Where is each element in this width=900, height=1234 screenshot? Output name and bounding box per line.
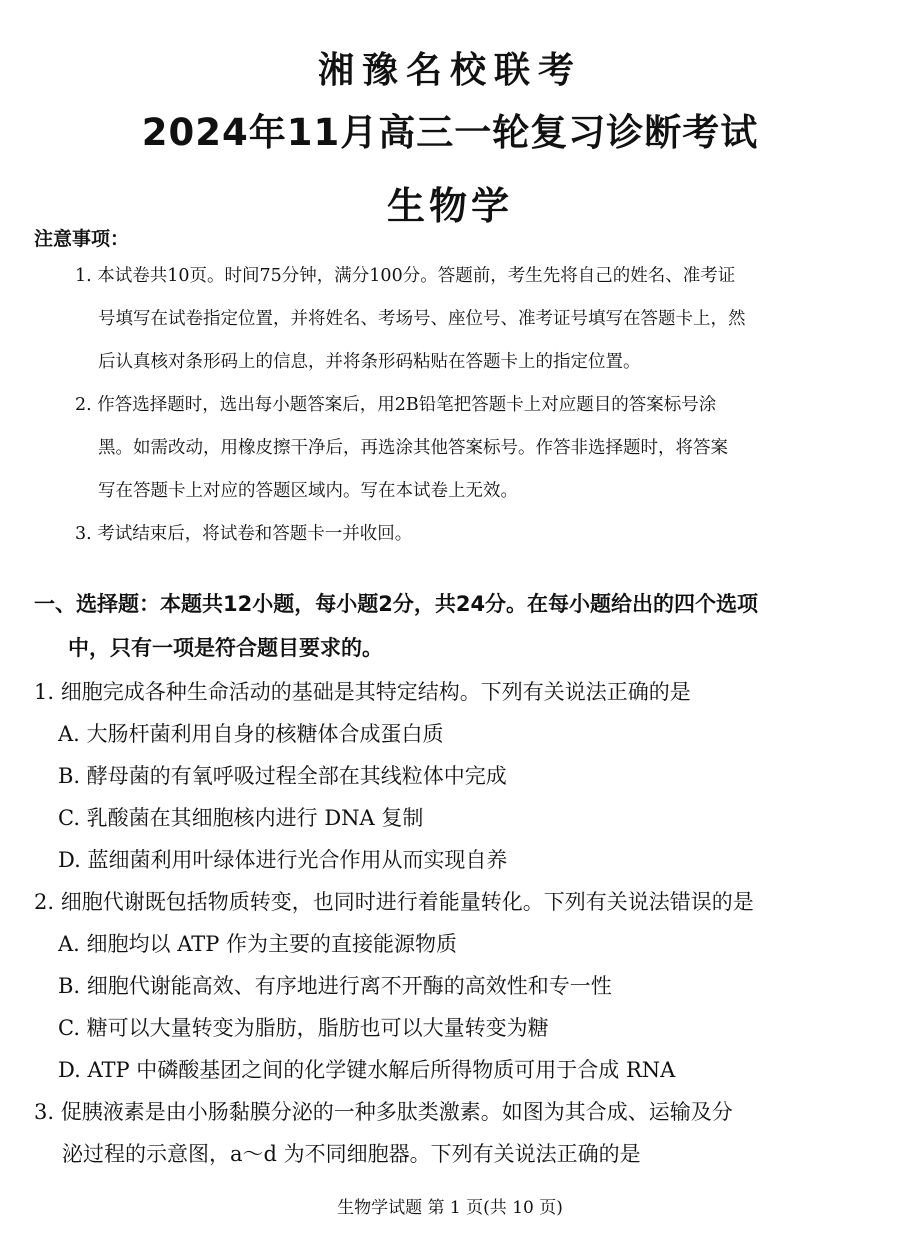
question-3-stem: 3. 促胰液素是由小肠黏膜分泌的一种多肽类激素。如图为其合成、运输及分 (34, 1100, 733, 1124)
page-footer: 生物学试题 第 1 页(共 10 页) (337, 1198, 563, 1218)
subject-title: 生物学 (386, 184, 513, 228)
question-2-option-c: C. 糖可以大量转变为脂肪，脂肪也可以大量转变为糖 (58, 1016, 549, 1040)
notice-line: 写在答题卡上对应的答题区域内。写在本试卷上无效。 (98, 481, 518, 501)
exam-series-title: 湘豫名校联考 (317, 50, 582, 91)
notice-line: 1. 本试卷共10页。时间75分钟，满分100分。答题前，考生先将自己的姓名、准考证 (75, 266, 736, 286)
question-2-option-a: A. 细胞均以 ATP 作为主要的直接能源物质 (58, 932, 458, 956)
question-2-option-b: B. 细胞代谢能高效、有序地进行离不开酶的高效性和专一性 (58, 974, 612, 998)
question-2-stem: 2. 细胞代谢既包括物质转变，也同时进行着能量转化。下列有关说法错误的是 (34, 890, 754, 914)
exam-title: 2024年11月高三一轮复习诊断考试 (141, 111, 759, 154)
question-1-option-a: A. 大肠杆菌利用自身的核糖体合成蛋白质 (58, 722, 444, 746)
notice-line: 后认真核对条形码上的信息，并将条形码粘贴在答题卡上的指定位置。 (98, 352, 641, 372)
question-3-stem-continued: 泌过程的示意图，a～d 为不同细胞器。下列有关说法正确的是 (62, 1142, 641, 1166)
notice-line: 黑。如需改动，用橡皮擦干净后，再选涂其他答案标号。作答非选择题时，将答案 (98, 438, 728, 458)
question-1-option-b: B. 酵母菌的有氧呼吸过程全部在其线粒体中完成 (58, 764, 507, 788)
section-heading: 一、选择题：本题共12小题，每小题2分，共24分。在每小题给出的四个选项 (34, 592, 759, 616)
notice-heading: 注意事项： (34, 228, 130, 250)
section-heading-continued: 中，只有一项是符合题目要求的。 (68, 636, 383, 660)
notice-line: 2. 作答选择题时，选出每小题答案后，用2B铅笔把答题卡上对应题目的答案标号涂 (75, 395, 717, 415)
question-1-stem: 1. 细胞完成各种生命活动的基础是其特定结构。下列有关说法正确的是 (34, 680, 691, 704)
question-1-option-d: D. 蓝细菌利用叶绿体进行光合作用从而实现自养 (58, 848, 508, 872)
notice-line: 3. 考试结束后，将试卷和答题卡一并收回。 (75, 524, 413, 544)
question-1-option-c: C. 乳酸菌在其细胞核内进行 DNA 复制 (58, 806, 424, 830)
question-2-option-d: D. ATP 中磷酸基团之间的化学键水解后所得物质可用于合成 RNA (58, 1058, 676, 1082)
notice-line: 号填写在试卷指定位置，并将姓名、考场号、座位号、准考证号填写在答题卡上，然 (98, 309, 746, 329)
